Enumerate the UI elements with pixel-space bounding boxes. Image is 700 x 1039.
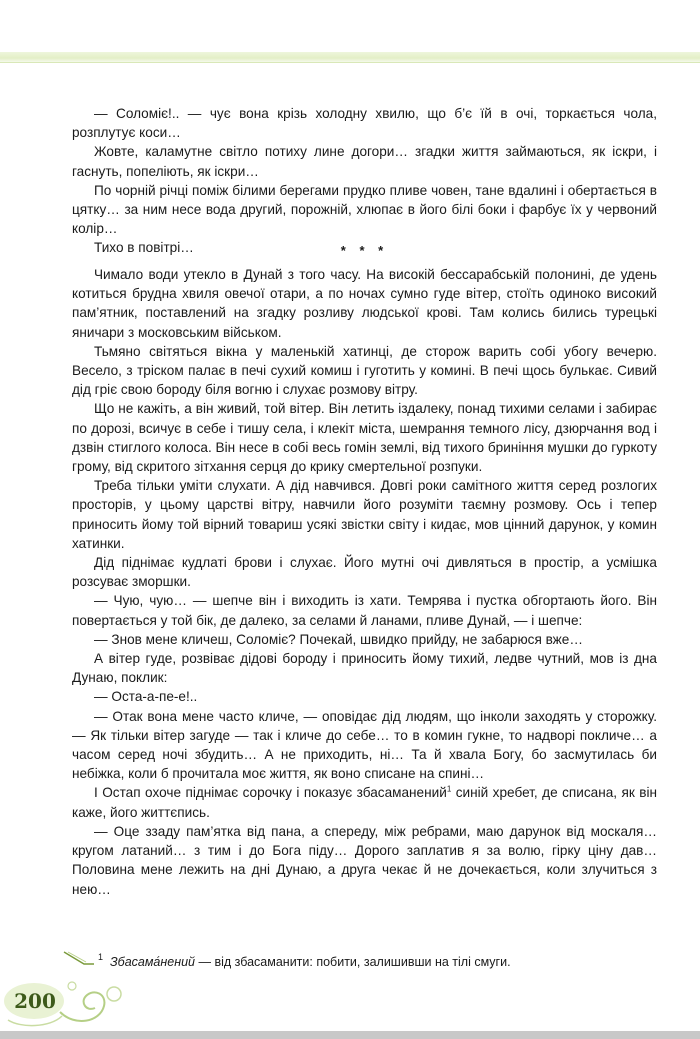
paragraph: — Соломіє!.. — чує вона крізь холодну хвилю, що б’є їй в очі, торкається чола, розплутує коси… xyxy=(72,106,657,141)
footnote-rule-icon xyxy=(62,950,94,966)
paragraph-text: синій хребет, де списана, як він каже, його життєпись. xyxy=(72,785,657,820)
paragraph: Що не кажіть, а він живий, той вітер. Він летить іздалеку, понад тихими селами і забирає по дорозі, всичує в себе і тишу села, і клекіт міста, шемрання темного лісу, дзюрчання вод і дзвін стиглого колоса. Він несе в собі весь гомін землі, від тихого бриніння мушки до гуркоту грому, від скритого зітхання серця до крику смертельної розпуки. xyxy=(72,401,657,475)
paragraph: А вітер гуде, розвіває дідові бороду і приносить йому тихий, ледве чутний, мов із дна Дунаю, поклик: xyxy=(72,651,657,686)
paragraph: Жовте, каламутне світло потиху лине догори… згадки життя займаються, як іскри, і гаснуть, попеліють, як іскри… xyxy=(72,144,657,179)
page-number: 200 xyxy=(14,989,56,1013)
paragraph-text: І Остап охоче піднімає сорочку і показує збасаманений xyxy=(94,785,447,801)
paragraph: — Оце ззаду пам’ятка від пана, а спереду, між ребрами, маю дарунок від москаля… кругом латаний… з тим і до Бога піду… Дорого заплатив я за волю, гірку ціну дав… Половина мене лежить на дні Дунаю, а друга чекає й не дочекається, коли злучиться з нею… xyxy=(72,823,657,897)
paragraph: Дід піднімає кудлаті брови і слухає. Його мутні очі дивляться в простір, а усмішка розсуває зморшки. xyxy=(72,555,657,590)
text-section-main xyxy=(72,265,657,899)
bottom-border xyxy=(0,1031,700,1039)
paragraph-with-footnote xyxy=(72,783,657,821)
paragraph: — Знов мене кличеш, Соломіє? Почекай, швидко прийду, не забарюся вже… xyxy=(94,631,583,647)
footnote-term: Збасама́нений xyxy=(110,955,195,969)
paragraph: По чорній річці поміж білими берегами прудко пливе човен, тане вдалині і обертається в цятку… за ним несе вода другий, порожній, хлюпає в його білі боки і фарбує їх у червоний колір… xyxy=(72,182,657,237)
footnote-number: 1 xyxy=(98,952,104,962)
footnote-text xyxy=(110,955,511,969)
footnote-reference[interactable]: 1 xyxy=(446,784,452,794)
paragraph: — Оста-а-пе-е!.. xyxy=(94,689,198,705)
paragraph: Чимало води утекло в Дунай з того часу. На високій бессарабській полонині, де удень котиться брудна хвиля овечої отари, а по ночах сумно гуде вітер, стоїть одиноко високий пам’ятник, поставлений на згадку розливу людської крові. Там колись бились турецькі яничари з московським військом. xyxy=(72,267,657,340)
text-section-top xyxy=(72,104,657,258)
paragraph: — Чую, чую… — шепче він і виходить із хати. Темрява і пустка обгортають його. Він повертається у той бік, де далеко, за селами й ланами, пливе Дунай, — і шепче: xyxy=(72,593,657,628)
paragraph: — Отак вона мене часто кличе, — оповідає дід людям, що інколи заходять у сторожку. — Як тільки вітер загуде — так і кличе до себе… то в комин гукне, то надворі покличе… а часом серед ночі збудить… А не приходить, ні… Та й хвала Богу, бо засмутилась би небіжка, коли б прочитала моє життя, як воно списане на спині… xyxy=(72,708,657,782)
header-decorative-band xyxy=(0,52,700,63)
footnote xyxy=(62,950,662,972)
paragraph: Тьмяно світяться вікна у маленькій хатинці, де сторож варить собі убогу вечерю. Весело, з тріском палає в печі сухий комиш і гуготить у комині. В печі щось булькає. Сивий дід гріє свою бороду біля вогню і слухає розмову вітру. xyxy=(72,343,657,398)
paragraph: Треба тільки уміти слухати. А дід навчився. Довгі роки самітного життя серед розлогих просторів, у цьому царстві вітру, навчили його розуміти таємну розмову. Ось і тепер приносить йому той вірний товариш усякі звістки світу і кидає, мов цінний дарунок, у комин хатинки. xyxy=(72,478,657,551)
paragraph: Тихо в повітрі… xyxy=(94,240,194,256)
footnote-definition: — від збасаманити: побити, залишивши на тілі смуги. xyxy=(195,955,511,969)
section-separator: * * * xyxy=(340,243,389,258)
